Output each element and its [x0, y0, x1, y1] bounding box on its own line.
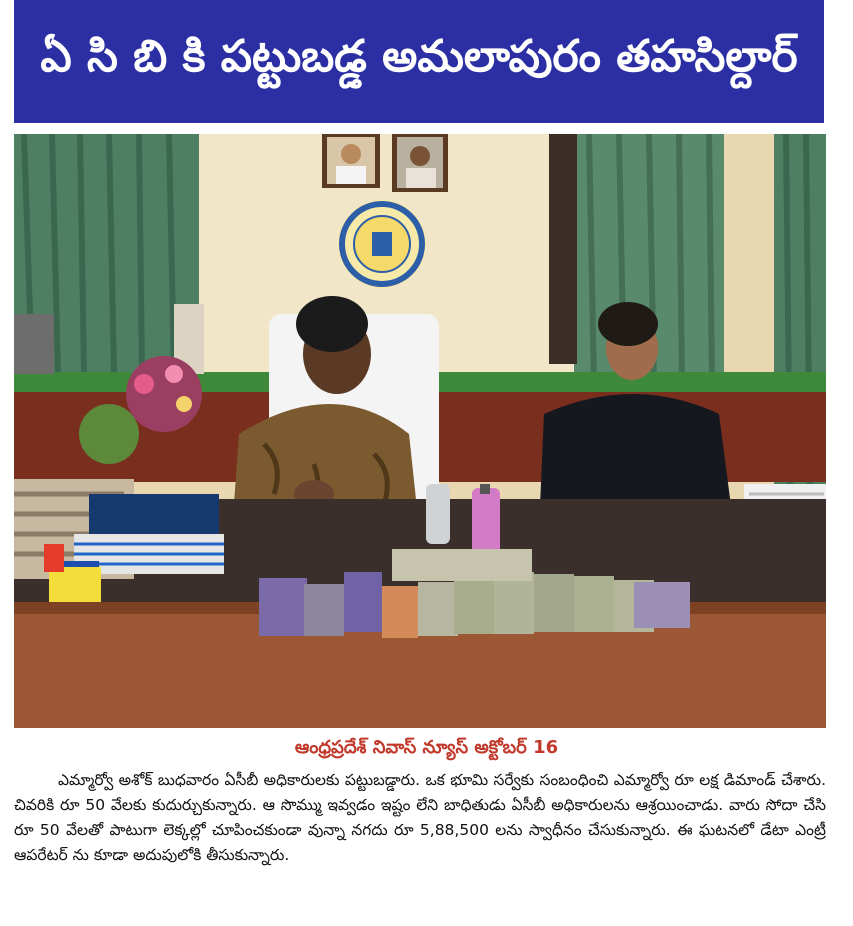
- headline-title: ఏ సి బి కి పట్టుబడ్డ అమలాపురం తహసిల్దార్: [40, 30, 798, 82]
- portrait-frame-1: [322, 134, 380, 188]
- news-photo: [14, 134, 826, 728]
- state-emblem-seal: [338, 200, 426, 288]
- article-body: ఎమ్మార్వో అశోక్ బుధవారం ఏసీబీ అధికారులకు పట్టుబడ్డారు. ఒక భూమి సర్వేకు సంబంధించి ఎమ్మార్వో రూ లక్ష డిమాండ్ చేశారు. చివరికి రూ 50 వేలకు కుదుర్చుకున్నారు. ఆ సొమ్ము ఇవ్వడం ఇష్టం లేని బాధితుడు ఏసీబీ అధికారులను ఆశ్రయించాడు. వారు సోదా చేసి రూ 50 వేలతో పాటుగా లెక్కల్లో చూపించకుండా వున్నా నగదు రూ 5,88,500 లను స్వాధీనం చేసుకున్నారు. ఈ ఘటనలో డేటా ఎంట్రీ ఆపరేటర్ ను కూడా అదుపులోకి తీసుకున్నారు.: [14, 771, 826, 864]
- photo-illustration: [14, 134, 826, 728]
- portrait-frame-2: [392, 134, 448, 192]
- dateline: ఆంధ్రప్రదేశ్ నివాస్ న్యూస్ అక్టోబర్ 16: [294, 737, 559, 758]
- headline-banner: [14, 0, 824, 123]
